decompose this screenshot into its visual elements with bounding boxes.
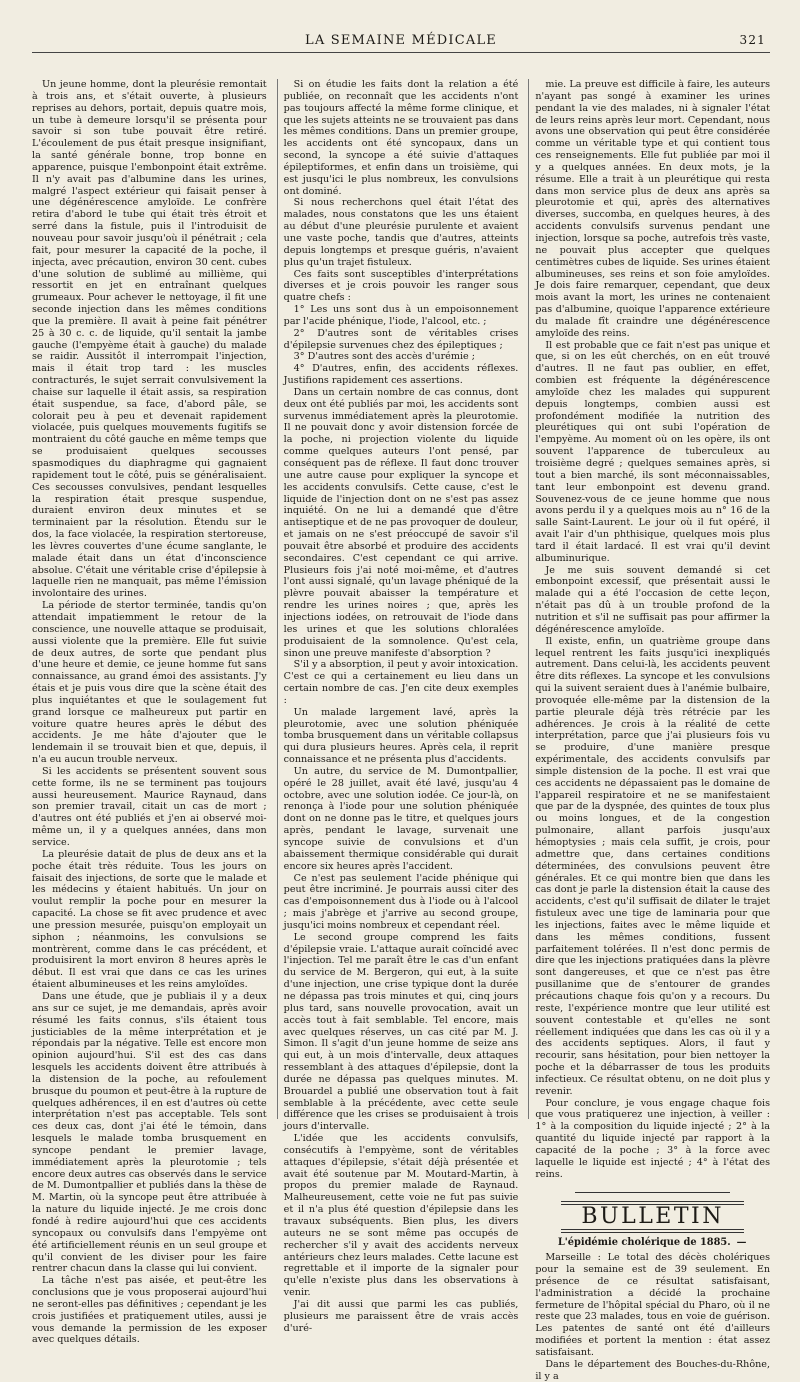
paragraph: Dans un certain nombre de cas connus, dont deux ont été publiés par moi, les accidents sont survenus immédiatement après la pleurotomie. Il ne pouvait donc y avoir distension forcée de la poche, ni projection violente du liquide comme quelques auteurs l'ont pensé, par conséquent pas de réflexe. Il faut donc trouver une autre cause pour expliquer la syncope et les accidents convulsifs. Cette cause, c'est le liquide de l'injection dont on ne s'est pas assez inquiété. On ne lui a demandé que d'être antiseptique et de ne pas provoquer de douleur, et jamais on ne s'est préoccupé de savoir s'il pouvait être absorbé et produire des accidents secondaires. C'est cependant ce qui arrive. Plusieurs fois j'ai noté moi-même, et d'autres l'ont aussi signalé, qu'un lavage phéniqué de la plèvre pouvait abaisser la température et rendre les urines noires ; que, après les injections iodées, on retrouvait de l'iode dans les urines et que les solutions chloralées produisaient de la somnolence. Qu'est cela, sinon une preuve manifeste d'absorption ? (283, 386, 519, 659)
list-item: 2° D'autres sont de véritables crises d'épilepsie survenues chez des épileptiques ; (283, 327, 519, 351)
section-divider (575, 1192, 730, 1193)
subheading-text: L'épidémie cholérique de 1885. (557, 1237, 731, 1249)
paragraph: Si on étudie les faits dont la relation a été publiée, on reconnaît que les accidents n'ont pas toujours affecté la même forme clinique, et que les sujets atteints ne se trouvaient pas dans les mêmes conditions. Dans un premier groupe, les accidents ont été syncopaux, dans un second, la syncope a été suivie d'attaques épileptiformes, et enfin dans un troisième, qui est jusqu'ici le plus nombreux, les convulsions ont dominé. (283, 79, 519, 197)
column-3 (528, 79, 771, 1382)
paragraph: Si les accidents se présentent souvent sous cette forme, ils ne se terminent pas toujours aussi heureusement. Maurice Raynaud, dans son premier travail, citait un cas de mort ; d'autres ont été publiés et j'en ai observé moi-même un, il y a quelques années, dans mon service. (32, 765, 267, 848)
paragraph: Si nous recherchons quel était l'état des malades, nous constatons que les uns étaient au début d'une pleurésie purulente et avaient une vaste poche, tandis que d'autres, atteints depuis longtemps et presque guéris, n'avaient plus qu'un trajet fistuleux. (283, 197, 519, 268)
paragraph: J'ai dit aussi que parmi les cas publiés, plusieurs me paraissent être de vrais accès d'uré- (283, 1298, 519, 1334)
paragraph: La tâche n'est pas aisée, et peut-être les conclusions que je vous proposerai aujourd'hui ne seront-elles pas définitives ; cependant je les crois justifiées et pratiquement utiles, aussi je vous demande la permission de les exposer avec quelques détails. (32, 1275, 267, 1346)
page-header (32, 30, 770, 53)
text-columns (32, 79, 771, 1382)
paragraph: mie. La preuve est difficile à faire, les auteurs n'ayant pas songé à examiner les urines pendant la vie des malades, ni à signaler l'état de leurs reins après leur mort. Cependant, nous avons une observation qui peut être considérée comme un véritable type et qui contient tous ces renseignements. Elle fut publiée par moi il y a quelques années. En deux mots, je la résume. Elle a trait à un pleurétique qui resta dans mon service plus de deux ans après sa pleurotomie et qui, après des alternatives diverses, succomba, en quelques heures, à des accidents convulsifs survenus pendant une injection, lorsque sa poche, autrefois très vaste, ne pouvait plus accepter que quelques centimètres cubes de liquide. Ses urines étaient albumineuses, ses reins et son foie amyloïdes. Je dois faire remarquer, cependant, que deux mois avant la mort, les urines ne contenaient pas d'albumine, quoique l'apparence extérieure du malade fît craindre une dégénérescence amyloïde des reins. (535, 79, 771, 339)
bulletin-rule-top (561, 1201, 744, 1202)
paragraph: Il existe, enfin, un quatrième groupe dans lequel rentrent les faits jusqu'ici inexpliqués autrement. Dans celui-là, les accidents peuvent être dits réflexes. La syncope et les convulsions qui la suivent seraient dues à l'anémie bulbaire, provoquée elle-même par la distension de la partie pleurale déjà très rétrécie par les adhérences. Je crois à la réalité de cette interprétation, parce que j'ai plusieurs fois vu se produire, d'une manière presque expérimentale, des accidents convulsifs par simple distension de la poche. Il est vrai que ces accidents ne dépassaient pas le domaine de l'appareil respiratoire et ne se manifestaient que par de la dyspnée, des quintes de toux plus ou moins longues, et de la congestion pulmonaire, allant parfois jusqu'aux hémoptysies ; mais cela suffit, je crois, pour admettre que, dans certaines conditions déterminées, des convulsions peuvent être générales. Et ce qui montre bien que dans les cas dont je parle la distension était la cause des accidents, c'est qu'il suffisait de dilater le trajet fistuleux avec une tige de laminaria pour que les injections, faites avec le même liquide et dans les mêmes conditions, fussent parfaitement tolérées. Il n'est donc permis de dire que les injections pratiquées dans la plèvre sont dangereuses, et que ce n'est pas être pusillanime que de s'entourer de grandes précautions chaque fois qu'on y a recours. Du reste, l'expérience montre que leur utilité est souvent contestable et qu'elles ne sont réellement indiquées que dans les cas où il y a des accidents septiques. Alors, il faut y recourir, sans hésitation, pour bien nettoyer la poche et la débarrasser de tous les produits infectieux. Ce résultat obtenu, on ne doit plus y revenir. (535, 635, 771, 1097)
paragraph: Un jeune homme, dont la pleurésie remontait à trois ans, et s'était ouverte, à plusieurs reprises au dehors, portait, depuis quatre mois, un tube à demeure lorsqu'il se présenta pour savoir si son tube pouvait être retiré. L'écoulement de pus était presque insignifiant, la santé générale bonne, trop bonne en apparence, puisque l'embonpoint était extrême. Il n'y avait pas d'albumine dans les urines, malgré l'aspect extérieur qui faisait penser à une dégénérescence amyloïde. Le confrère retira d'abord le tube qui était très étroit et serré dans la fistule, puis il l'introduisit de nouveau pour savoir jusqu'où il pénétrait ; cela fait, pour mesurer la capacité de la poche, il injecta, avec précaution, environ 30 cent. cubes d'une solution de sublimé au millième, qui ressortit en jet en entraînant quelques grumeaux. Pour achever le nettoyage, il fit une seconde injection dans les mêmes conditions que la première. Il avait à peine fait pénétrer 25 à 30 c. c. de liquide, qu'il sentait la jambe gauche (l'empyème était à gauche) du malade se raidir. Aussitôt il interrompait l'injection, mais il était trop tard : les muscles contracturés, le sujet serrait convulsivement la chaise sur laquelle il était assis, sa respiration était suspendue, sa face, d'abord pâle, se colorait peu à peu et devenait rapidement violacée, puis quelques mouvements fugitifs se montraient du côté gauche en même temps que se produisaient quelques secousses spasmodiques du diaphragme qui gagnaient rapidement tout le côté, puis se généralisaient. Ces secousses convulsives, pendant lesquelles la respiration était presque suspendue, duraient environ deux minutes et se terminaient par la résolution. Étendu sur le dos, la face violacée, la respiration stertoreuse, les lèvres couvertes d'une écume sanglante, le malade était dans un état d'inconscience absolue. C'était une véritable crise d'épilepsie à laquelle rien ne manquait, pas même l'émission involontaire des urines. (32, 79, 267, 600)
paragraph: Je me suis souvent demandé si cet embonpoint excessif, que présentait aussi le malade qui a été l'occasion de cette leçon, n'était pas dû à un trouble profond de la nutrition et s'il ne suffisait pas pour affirmer la dégénérescence amyloïde. (535, 564, 771, 635)
bulletin-heading: BULLETIN (581, 1204, 724, 1230)
paragraph: Ce n'est pas seulement l'acide phénique qui peut être incriminé. Je pourrais aussi citer des cas d'empoisonnement dus à l'iode ou à l'alcool ; mais j'abrège et j'arrive au second groupe, jusqu'ici moins nombreux et cependant réel. (283, 872, 519, 931)
column-2 (277, 79, 519, 1334)
paragraph: Dans une étude, que je publiais il y a deux ans sur ce sujet, je me demandais, après avoir résumé les faits connus, s'ils étaient tous justiciables de la même interprétation et je répondais par la négative. Telle est encore mon opinion aujourd'hui. S'il est des cas dans lesquels les accidents doivent être attribués à la distension de la poche, au refoulement brusque du poumon et peut-être à la rupture de quelques adhérences, il en est d'autres où cette interprétation n'est pas acceptable. Tels sont ces deux cas, dont j'ai été le témoin, dans lesquels le malade tomba brusquement en syncope pendant le premier lavage, immédiatement après la pleurotomie ; tels encore deux autres cas observés dans le service de M. Dumontpallier et publiés dans la thèse de M. Martin, où la syncope peut être attribuée à la nature du liquide injecté. Je me crois donc fondé à redire aujourd'hui que ces accidents syncopaux ou convulsifs dans l'empyème ont été artificiellement réunis en un seul groupe et qu'il convient de les diviser pour les faire rentrer chacun dans la classe qui lui convient. (32, 990, 267, 1275)
bulletin-rule-bottom (561, 1232, 744, 1233)
paragraph: S'il y a absorption, il peut y avoir intoxication. C'est ce qui a certainement eu lieu dans un certain nombre de cas. J'en cite deux exemples : (283, 659, 519, 706)
paragraph: La période de stertor terminée, tandis qu'on attendait impatiemment le retour de la conscience, une nouvelle attaque se produisait, aussi violente que la première. Elle fut suivie de deux autres, de sorte que pendant plus d'une heure et demie, ce jeune homme fut sans connaissance, au grand émoi des assistants. J'y étais et je puis vous dire que la scène était des plus inquiétantes et que le soulagement fut grand lorsque ce malheureux put partir en voiture quatre heures après le début des accidents. Je me hâte d'ajouter que le lendemain il se trouvait bien et que, depuis, il n'a eu aucun trouble nerveux. (32, 600, 267, 766)
list-item: 1° Les uns sont dus à un empoisonnement par l'acide phénique, l'iode, l'alcool, etc. ; (283, 304, 519, 327)
paragraph: La pleurésie datait de plus de deux ans et la poche était très réduite. Tous les jours on faisait des injections, de sorte que le malade et les médecins y étaient habitués. Un jour on voulut remplir la poche pour en mesurer la capacité. La chose se fit avec prudence et avec une pression mesurée, puisqu'on employait un siphon ; néanmoins, les convulsions se montrèrent, comme dans le cas précédent, et produisirent la mort environ 8 heures après le début. Il est vrai que dans ce cas les urines étaient albumineuses et les reins amyloïdes. (32, 848, 267, 991)
paragraph: Un autre, du service de M. Dumontpallier, opéré le 28 juillet, avait été lavé, jusqu'au 4 octobre, avec une solution iodée. Ce jour-là, on renonça à l'iode pour une solution phéniquée dont on ne donne pas le titre, et quelques jours après, pendant le lavage, survenait une syncope suivie de convulsions et d'un abaissement thermique considérable qui durait encore six heures après l'accident. (283, 765, 519, 872)
page-number: 321 (739, 33, 766, 47)
bulletin-paragraph: Dans le département des Bouches-du-Rhône, il y a (535, 1358, 771, 1382)
paragraph: L'idée que les accidents convulsifs, consécutifs à l'empyème, sont de véritables attaques d'épilepsie, s'était déjà présentée et avait été soutenue par M. Moutard-Martin, à propos du premier malade de Raynaud. Malheureusement, cette voie ne fut pas suivie et il n'a plus été question d'épilepsie dans les travaux subséquents. Bien plus, les divers auteurs ne se sont même pas occupés de rechercher s'il y avait des accidents nerveux antérieurs chez leurs malades. Cette lacune est regrettable et il importe de la signaler pour qu'elle n'existe plus dans les observations à venir. (283, 1133, 519, 1299)
journal-title: LA SEMAINE MÉDICALE (305, 33, 497, 48)
bulletin-subheading (535, 1237, 770, 1249)
paragraph: Pour conclure, je vous engage chaque fois que vous pratiquerez une injection, à veiller : 1° à la composition du liquide injecté ; 2° à la quantité du liquide injecté par rapport à la capacité de la poche ; 3° à la force avec laquelle le liquide est injecté ; 4° à l'état des reins. (535, 1097, 771, 1180)
paragraph: Un malade largement lavé, après la pleurotomie, avec une solution phéniquée tomba brusquement dans un véritable collapsus qui dura plusieurs heures. Après cela, il reprit connaissance et ne présenta plus d'accidents. (283, 706, 519, 766)
column-1 (32, 79, 267, 1346)
subheading-dash: — (736, 1237, 748, 1249)
list-item: 3° D'autres sont des accès d'urémie ; (293, 351, 475, 363)
bulletin-rule-bottom-thin (561, 1229, 744, 1230)
paragraph: Le second groupe comprend les faits d'épilepsie vraie. L'attaque aurait coïncidé avec l'injection. Tel me paraît être le cas d'un enfant du service de M. Bergeron, qui eut, à la suite d'une injection, une crise typique dont la durée ne dépassa pas trois minutes et qui, cinq jours plus tard, sans nouvelle provocation, avait un accès tout à fait semblable. Tel encore, mais avec quelques réserves, un cas cité par M. J. Simon. Il s'agit d'un jeune homme de seize ans qui eut, à un mois d'intervalle, deux attaques ressemblant à des attaques d'épilepsie, dont la durée ne dépassa pas quelques minutes. M. Brouardel a publié une observation tout à fait semblable à la précédente, avec cette seule différence que les crises se produisaient à trois jours d'intervalle. (283, 931, 519, 1133)
bulletin-paragraph: Marseille : Le total des décès cholériques pour la semaine est de 39 seulement. En présence de ce résultat satisfaisant, l'administration a décidé la prochaine fermeture de l'hôpital spécial du Pharo, où il ne reste que 23 malades, tous en voie de guérison. Les patentes de santé ont été d'ailleurs modifiées et portent la mention : état assez satisfaisant. (535, 1252, 771, 1358)
paragraph: Il est probable que ce fait n'est pas unique et que, si on les eût cherchés, on en eût trouvé d'autres. Il ne faut pas oublier, en effet, combien est fréquente la dégénérescence amyloïde chez les malades qui suppurent depuis longtemps, combien aussi est profondément modifiée la nutrition des pleurétiques qui ont subi l'opération de l'empyème. Au moment où on les opère, ils ont souvent l'apparence de tuberculeux au troisième degré ; quelques semaines après, si tout a bien marché, ils sont méconnaissables, tant leur embonpoint est devenu grand. Souvenez-vous de ce jeune homme que nous avons perdu il y a quelques mois au n° 16 de la salle Saint-Laurent. Le jour où il fut opéré, il avait l'air d'un phthisique, quelques mois plus tard il était lardacé. Il est vrai qu'il devint albuminurique. (535, 339, 771, 564)
list-item: 4° D'autres, enfin, des accidents réflexes. Justifions rapidement ces assertions. (283, 363, 519, 387)
paragraph: Ces faits sont susceptibles d'interprétations diverses et je crois pouvoir les ranger sous quatre chefs : (283, 268, 519, 304)
